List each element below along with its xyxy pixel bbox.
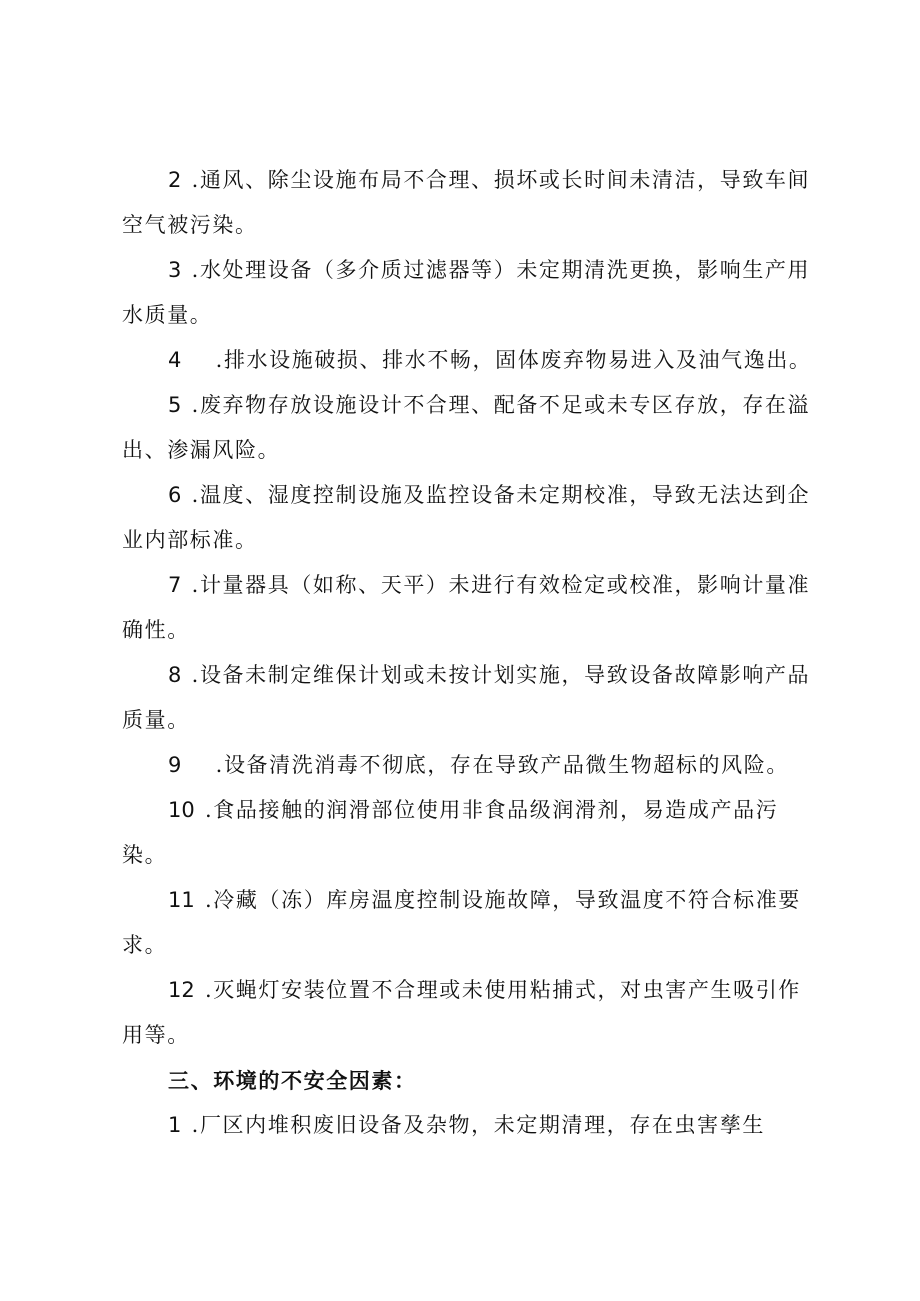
item-separator: .	[183, 483, 200, 507]
item-text: 食品接触的润滑部位使用非食品级润滑剂，易造成产品污染。	[122, 798, 779, 867]
item-separator: .	[207, 348, 224, 372]
item-number: 2	[168, 168, 182, 192]
item-separator: .	[183, 168, 200, 192]
list-item	[122, 968, 822, 1058]
item-separator: .	[183, 663, 200, 687]
list-item	[122, 338, 822, 383]
list-item	[122, 743, 822, 788]
list-item	[122, 563, 822, 653]
list-item	[122, 158, 822, 248]
item-text: 灭蝇灯安装位置不合理或未使用粘捕式，对虫害产生吸引作用等。	[122, 978, 801, 1047]
list-item	[122, 653, 822, 743]
item-number: 3	[168, 258, 182, 282]
item-separator: .	[196, 978, 214, 1002]
item-text: 温度、湿度控制设施及监控设备未定期校准，导致无法达到企业内部标准。	[122, 483, 811, 552]
item-number: 7	[168, 573, 182, 597]
item-number: 6	[168, 483, 182, 507]
item-text: 厂区内堆积废旧设备及杂物，未定期清理，存在虫害孳生	[199, 1113, 765, 1137]
item-number: 1	[168, 1113, 182, 1137]
item-separator: .	[196, 798, 214, 822]
list-item	[122, 383, 822, 473]
document-page	[122, 158, 822, 1148]
item-text: 排水设施破损、排水不畅，固体废弃物易进入及油气逸出。	[223, 348, 812, 372]
item-text: 废弃物存放设施设计不合理、配备不足或未专区存放，存在溢出、渗漏风险。	[122, 393, 811, 462]
section-heading: 三、环境的不安全因素：	[168, 1068, 417, 1093]
item-separator: .	[207, 753, 224, 777]
item-text: 水处理设备（多介质过滤器等）未定期清洗更换，影响生产用水质量。	[122, 258, 811, 327]
item-text: 设备未制定维保计划或未按计划实施，导致设备故障影响产品质量。	[122, 663, 811, 732]
item-separator: .	[183, 258, 200, 282]
item-number: 10	[168, 798, 195, 822]
item-separator: .	[183, 1113, 200, 1137]
item-text: 通风、除尘设施布局不合理、损坏或长时间未清洁，导致车间空气被污染。	[122, 168, 811, 237]
item-separator: .	[196, 888, 214, 912]
list-item	[122, 473, 822, 563]
list-item	[122, 878, 822, 968]
item-text: 冷藏（冻）库房温度控制设施故障，导致温度不符合标准要求。	[122, 888, 801, 957]
item-number: 5	[168, 393, 182, 417]
item-number: 11	[168, 888, 195, 912]
item-number: 4	[168, 348, 182, 372]
item-separator: .	[183, 393, 200, 417]
item-text: 设备清洗消毒不彻底，存在导致产品微生物超标的风险。	[223, 753, 789, 777]
item-text: 计量器具（如称、天平）未进行有效检定或校准，影响计量准确性。	[122, 573, 811, 642]
list-item	[122, 1103, 822, 1148]
item-number: 9	[168, 753, 182, 777]
list-item	[122, 248, 822, 338]
item-separator: .	[183, 573, 200, 597]
list-item	[122, 788, 822, 878]
item-number: 12	[168, 978, 195, 1002]
item-number: 8	[168, 663, 182, 687]
